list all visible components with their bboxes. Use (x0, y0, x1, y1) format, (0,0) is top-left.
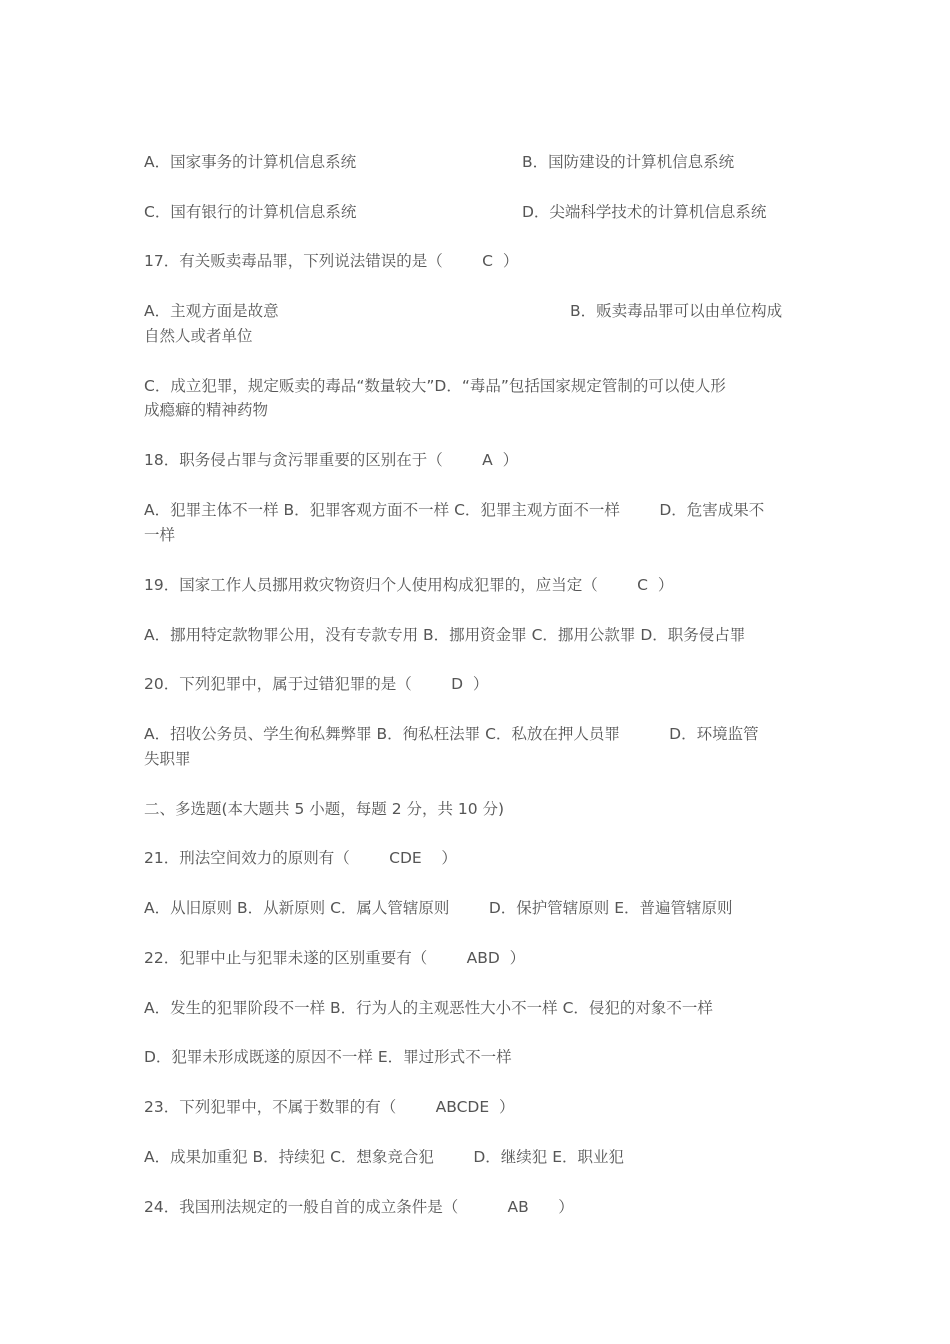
q19-options: A．挪用特定款物罪公用，没有专款专用 B．挪用资金罪 C．挪用公款罪 D．职务侵占罪 (144, 626, 746, 644)
option-b-text: B．国防建设的计算机信息系统 (522, 153, 735, 171)
q22-options: A．发生的犯罪阶段不一样 B．行为人的主观恶性大小不一样 C．侵犯的对象不一样 (144, 999, 713, 1017)
question-18: 18．职务侵占罪与贪污罪重要的区别在于（ A ） (144, 451, 519, 469)
question-23: 23．下列犯罪中，不属于数罪的有（ ABCDE ） (144, 1098, 515, 1116)
section-2-heading: 二、多选题(本大题共 5 小题，每题 2 分，共 10 分) (144, 800, 505, 818)
question-21: 21．刑法空间效力的原则有（ CDE ） (144, 849, 457, 867)
question-20: 20．下列犯罪中，属于过错犯罪的是（ D ） (144, 675, 489, 693)
question-19: 19．国家工作人员挪用救灾物资归个人使用构成犯罪的，应当定（ C ） (144, 576, 674, 594)
question-24: 24．我国刑法规定的一般自首的成立条件是（ AB ） (144, 1198, 574, 1216)
option-c-text: C．国有银行的计算机信息系统 (144, 203, 357, 221)
q17-option-b: B．贩卖毒品罪可以由单位构成 (570, 302, 783, 320)
option-a-text: A．国家事务的计算机信息系统 (144, 153, 357, 171)
q18-options-cont: 一样 (144, 526, 176, 544)
question-22: 22．犯罪中止与犯罪未遂的区别重要有（ ABD ） (144, 949, 526, 967)
q20-options: A．招收公务员、学生徇私舞弊罪 B．徇私枉法罪 C．私放在押人员罪 D．环境监管 (144, 725, 759, 743)
question-17: 17．有关贩卖毒品罪，下列说法错误的是（ C ） (144, 252, 519, 270)
q22-options-cont: D．犯罪未形成既遂的原因不一样 E．罪过形式不一样 (144, 1048, 512, 1066)
q17-option-a: A．主观方面是故意 (144, 302, 279, 320)
q17-option-cd-cont: 成瘾癖的精神药物 (144, 401, 269, 419)
q17-option-b-cont: 自然人或者单位 (144, 327, 253, 345)
q18-options: A．犯罪主体不一样 B．犯罪客观方面不一样 C．犯罪主观方面不一样 D．危害成果不 (144, 501, 765, 519)
q17-option-cd: C．成立犯罪，规定贩卖的毒品“数量较大”D．“毒品”包括国家规定管制的可以使人形 (144, 377, 726, 395)
option-d-text: D．尖端科学技术的计算机信息系统 (522, 203, 767, 221)
q21-options: A．从旧原则 B．从新原则 C．属人管辖原则 D．保护管辖原则 E．普遍管辖原则 (144, 899, 733, 917)
q20-options-cont: 失职罪 (144, 750, 191, 768)
q23-options: A．成果加重犯 B．持续犯 C．想象竞合犯 D．继续犯 E．职业犯 (144, 1148, 624, 1166)
